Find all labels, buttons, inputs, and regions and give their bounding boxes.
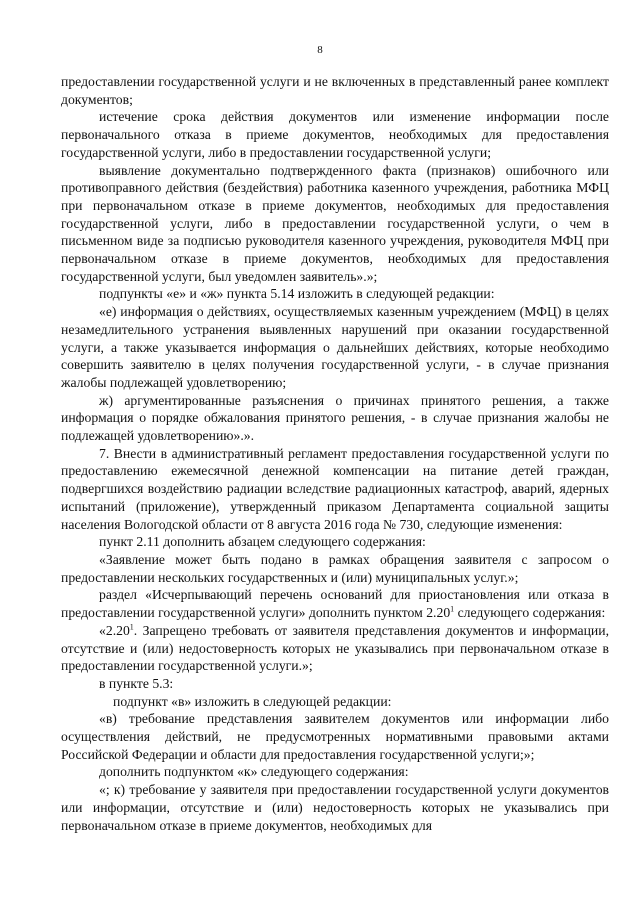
paragraph: «Заявление может быть подано в рамках обращения заявителя с запросом о предоставлении нескольких государственных и (или) муниципальных услуг.»; [61, 551, 609, 585]
page-number: 8 [317, 44, 323, 56]
paragraph: 7. Внести в административный регламент предоставления государственной услуги по предоставлению ежемесячной денежной компенсации на питание детей граждан, подвергшихся воздействию радиации вследствие радиационных катастроф, аварий, ядерных испытаний (приложение), утвержденный приказом Департамента социальной защиты населения Вологодской области от 8 августа 2016 года № 730, следующие изменения: [61, 445, 609, 532]
superscript: 1 [450, 604, 455, 614]
superscript: 1 [129, 622, 134, 632]
paragraph: подпункты «е» и «ж» пункта 5.14 изложить в следующей редакции: [99, 286, 495, 302]
paragraph: ж) аргументированные разъяснения о причинах принятого решения, а также информация о порядке обжалования принятого решения, - в случае признания жалобы не подлежащей удовлетворению».». [61, 392, 609, 444]
document-body [61, 73, 609, 834]
paragraph: предоставлении государственной услуги и не включенных в представленный ранее комплект документов; [61, 74, 609, 107]
paragraph-text: раздел «Исчерпывающий перечень оснований для приостановления или отказа в предоставлении государственной услуги» дополнить пунктом 2.20 [61, 587, 609, 621]
paragraph: дополнить подпунктом «к» следующего содержания: [99, 764, 409, 780]
paragraph: подпункт «в» изложить в следующей редакции: [113, 693, 392, 709]
paragraph: выявление документально подтвержденного факта (признаков) ошибочного или противоправного действия (бездействия) работника казенного учреждения, работника МФЦ при первоначальном отказе в приеме документов, необходимых для предоставления государственной услуги, либо в предоставлении государственной услуги, о чем в письменном виде за подписью руководителя казенного учреждения, руководителя МФЦ при первоначальном отказе в приеме документов, необходимых для предоставления государственной услуги, был уведомлен заявитель».»; [61, 162, 609, 284]
paragraph-text: . Запрещено требовать от заявителя представления документов и информации, отсутствие и (или) недостоверность которых не указывались при первоначальном отказе в предоставлении государственной услуги.»; [61, 622, 609, 674]
paragraph: в пункте 5.3: [99, 675, 174, 691]
paragraph-text: следующего содержания: [454, 605, 606, 621]
paragraph: «; к) требование у заявителя при предоставлении государственной услуги документов или информации, отсутствие и (или) недостоверность которых не указывались при первоначальном отказе в приеме документов, необходимых для [61, 782, 609, 833]
paragraph-with-superscript [61, 586, 609, 621]
paragraph: «в) требование представления заявителем документов или информации либо осуществления действий, не предусмотренных нормативными правовыми актами Российской Федерации и области для предоставления государственной услуги;»; [61, 711, 609, 762]
paragraph-with-superscript [61, 622, 609, 675]
paragraph: истечение срока действия документов или изменение информации после первоначального отказа в приеме документов, необходимых для предоставления государственной услуги, либо в предоставлении государственной услуги; [61, 109, 609, 160]
paragraph: пункт 2.11 дополнить абзацем следующего содержания: [99, 534, 426, 550]
paragraph: «е) информация о действиях, осуществляемых казенным учреждением (МФЦ) в целях незамедлительного устранения выявленных нарушений при оказании государственной услуги, а также указывается информация о дальнейших действиях, которые необходимо совершить заявителю в целях получения государственной услуги, - в случае признания жалобы подлежащей удовлетворению; [61, 304, 609, 390]
paragraph-text: «2.20 [99, 622, 130, 638]
